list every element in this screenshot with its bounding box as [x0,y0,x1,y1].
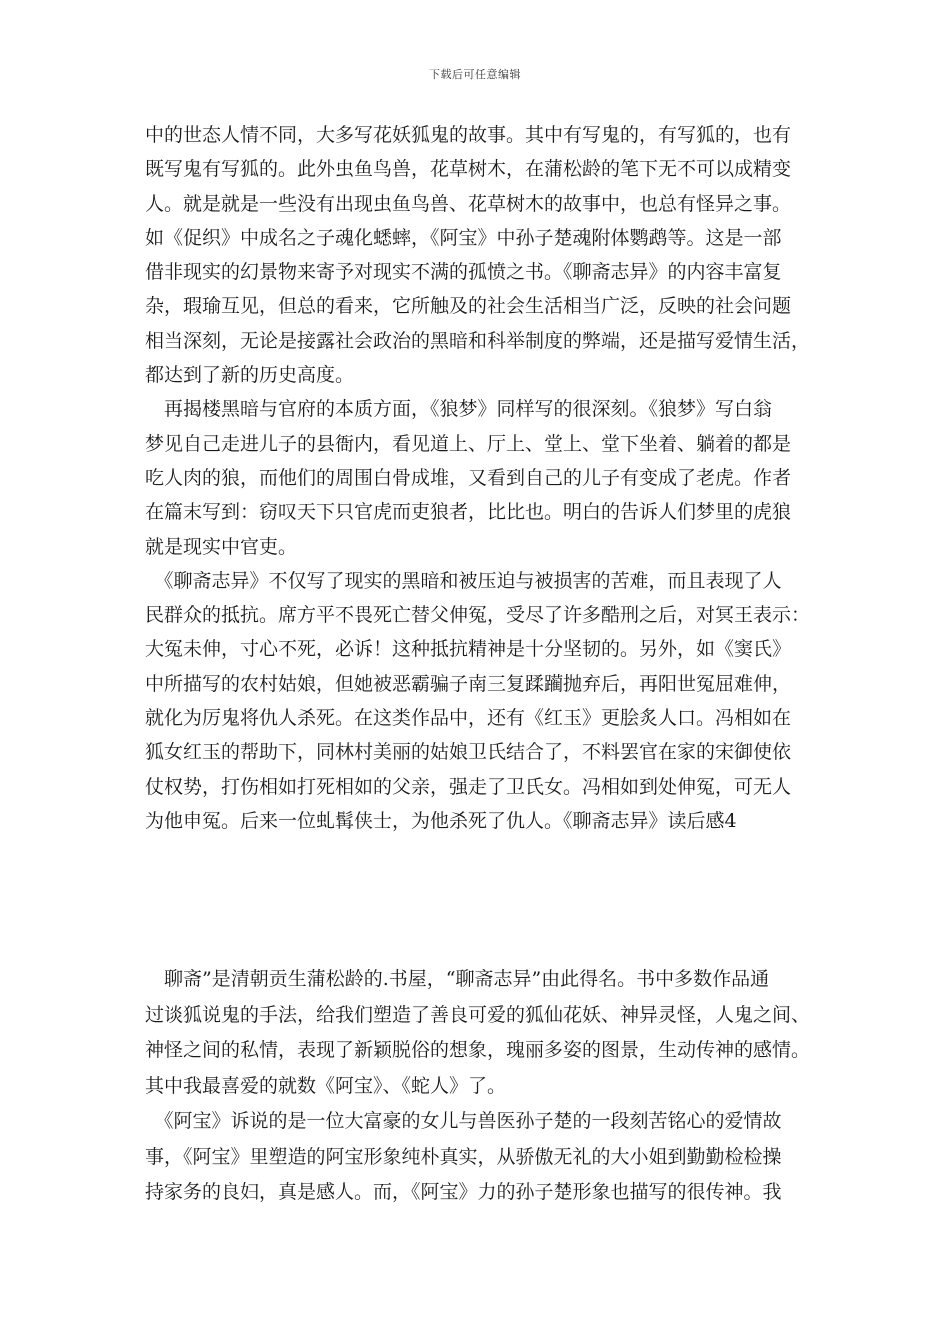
section-1-text [145,118,835,838]
text-line: 既写鬼有写狐的。此外虫鱼鸟兽，花草树木，在蒲松龄的笔下无不可以成精变 [145,158,792,181]
text-line: 大冤未伸，寸心不死，必诉！这种抵抗精神是十分坚韧的。另外，如《窦氏》 [145,638,792,661]
text-line: 狐女红玉的帮助下，同林村美丽的姑娘卫氏结合了，不料罢官在家的宋御使依 [145,741,792,764]
text-line: 吃人肉的狼，而他们的周围白骨成堆，又看到自己的儿子有变成了老虎。作者 [145,466,792,489]
text-line: 都达到了新的历史高度。 [145,364,355,387]
text-line: 聊斋”是清朝贡生蒲松龄的.书屋，“聊斋志异”由此得名。书中多数作品通 [145,968,770,990]
text-line: 其中我最喜爱的就数《阿宝》、《蛇人》了。 [145,1074,507,1097]
page-header: 下载后可任意编辑 [429,68,521,81]
text-line: 就是现实中官吏。 [145,535,298,558]
text-line: 神怪之间的私情，表现了新颖脱俗的想象，瑰丽多姿的图景，生动传神的感情。 [145,1039,811,1061]
text-line: 过谈狐说鬼的手法，给我们塑造了善良可爱的狐仙花妖、神异灵怪，人鬼之间、 [145,1003,811,1026]
section-2-text [145,962,835,1211]
text-line: 中的世态人情不同，大多写花妖狐鬼的故事。其中有写鬼的，有写狐的，也有 [145,124,792,146]
text-line: 再揭楼黑暗与官府的本质方面，《狼梦》同样写的很深刻。《狼梦》写白翁 [145,398,773,421]
text-line: 人。就是就是一些没有出现虫鱼鸟兽、花草树木的故事中，也总有怪异之事。 [145,192,792,215]
text-line: 就化为厉鬼将仇人杀死。在这类作品中，还有《红玉》更脍炙人口。冯相如在 [145,707,792,730]
text-line: 持家务的良妇，真是感人。而，《阿宝》力的孙子楚形象也描写的很传神。我 [145,1181,782,1203]
text-line: 《阿宝》诉说的是一位大富豪的女儿与兽医孙子楚的一段刻苦铭心的爱情故 [145,1110,782,1132]
text-line: 事，《阿宝》里塑造的阿宝形象纯朴真实，从骄傲无礼的大小姐到勤勤检检操 [145,1145,782,1168]
text-line: 相当深刻，无论是接露社会政治的黑暗和科举制度的弊端，还是描写爱情生活， [145,329,811,352]
text-line: 如《促织》中成名之子魂化蟋蟀，《阿宝》中孙子楚魂附体鹦鹉等。这是一部 [145,226,782,249]
text-line: 借非现实的幻景物来寄予对现实不满的孤愤之书。《聊斋志异》的内容丰富复 [145,261,782,284]
text-line: 为他申冤。后来一位虬髯侠士，为他杀死了仇人。《聊斋志异》读后感4 [145,809,737,832]
text-line: 梦见自己走进儿子的县衙内，看见道上、厅上、堂上、堂下坐着、躺着的都是 [145,432,792,455]
text-line: 中所描写的农村姑娘，但她被恶霸骗子南三复蹂躏抛弃后，再阳世冤屈难伸， [145,672,792,695]
text-line: 民群众的抵抗。席方平不畏死亡替父伸冤，受尽了许多酷刑之后，对冥王表示： [145,604,811,627]
text-line: 杂，瑕瑜互见，但总的看来，它所触及的社会生活相当广泛，反映的社会问题 [145,295,792,318]
text-line: 在篇末写到：窃叹天下只官虎而吏狼者，比比也。明白的告诉人们梦里的虎狼 [145,501,792,524]
text-line: 《聊斋志异》不仅写了现实的黑暗和被压迫与被损害的苦难，而且表现了人 [145,569,782,592]
text-line: 仗权势，打伤相如打死相如的父亲，强走了卫氏女。冯相如到处伸冤，可无人 [145,775,792,798]
